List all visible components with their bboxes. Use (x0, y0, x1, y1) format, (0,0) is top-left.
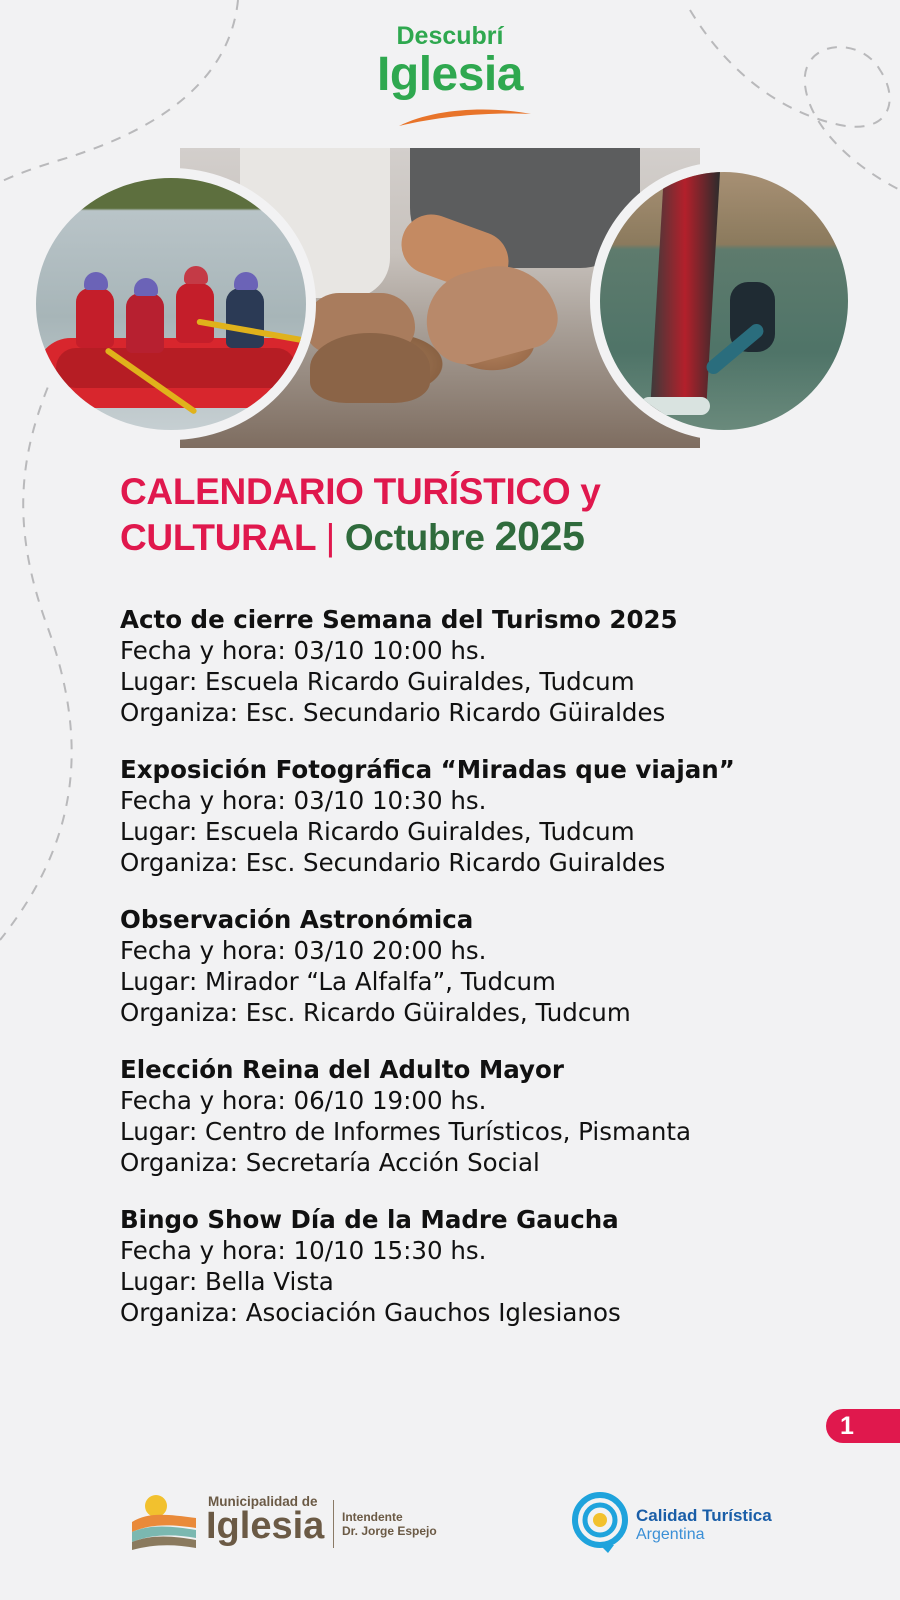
event-item (120, 604, 840, 728)
title-cultural: CULTURAL (120, 517, 316, 558)
event-datetime: Fecha y hora: 03/10 10:30 hs. (120, 786, 487, 815)
event-datetime: Fecha y hora: 03/10 10:00 hs. (120, 636, 487, 665)
event-datetime: Fecha y hora: 10/10 15:30 hs. (120, 1236, 487, 1265)
photo-collage (0, 140, 900, 460)
event-title: Elección Reina del Adulto Mayor (120, 1055, 564, 1084)
event-organizer: Organiza: Asociación Gauchos Iglesianos (120, 1298, 621, 1327)
calidad-subtitle: Argentina (636, 1526, 705, 1543)
sun-hills-logo-icon (130, 1492, 198, 1552)
event-location: Lugar: Mirador “La Alfalfa”, Tudcum (120, 967, 556, 996)
windsurf-photo (590, 162, 858, 440)
brand-tagline: Descubrí (396, 22, 504, 50)
event-organizer: Organiza: Esc. Secundario Ricardo Guiraldes (120, 848, 666, 877)
event-title: Acto de cierre Semana del Turismo 2025 (120, 605, 678, 634)
page-title (120, 470, 820, 560)
municipalidad-name: Iglesia (206, 1505, 325, 1547)
event-location: Lugar: Centro de Informes Turísticos, Pismanta (120, 1117, 692, 1146)
title-line-1: CALENDARIO TURÍSTICO y (120, 471, 601, 512)
orange-swoosh-icon (395, 104, 535, 130)
event-item (120, 1054, 840, 1178)
event-title: Bingo Show Día de la Madre Gaucha (120, 1205, 619, 1234)
title-line-2 (120, 514, 820, 560)
footer-divider (333, 1500, 334, 1548)
page-number-badge: 1 (826, 1409, 900, 1443)
brand-name: Iglesia (377, 48, 523, 101)
event-organizer: Organiza: Esc. Secundario Ricardo Güiraldes (120, 698, 666, 727)
event-list (120, 604, 840, 1354)
rafting-photo (26, 168, 316, 440)
intendente-label: Intendente (342, 1510, 403, 1524)
title-month: Octubre (344, 517, 485, 558)
brand-logo (0, 22, 900, 100)
event-datetime: Fecha y hora: 06/10 19:00 hs. (120, 1086, 487, 1115)
intendente-block (342, 1510, 437, 1538)
event-item (120, 754, 840, 878)
event-organizer: Organiza: Esc. Ricardo Güiraldes, Tudcum (120, 998, 631, 1027)
event-location: Lugar: Bella Vista (120, 1267, 334, 1296)
event-title: Exposición Fotográfica “Miradas que viajan” (120, 755, 735, 784)
concentric-rings-logo-icon (570, 1490, 630, 1554)
event-organizer: Organiza: Secretaría Acción Social (120, 1148, 540, 1177)
municipalidad-logo (130, 1490, 450, 1560)
title-separator: | (325, 517, 335, 558)
event-datetime: Fecha y hora: 03/10 20:00 hs. (120, 936, 487, 965)
calidad-title: Calidad Turística (636, 1506, 772, 1525)
event-item (120, 1204, 840, 1328)
intendente-name: Dr. Jorge Espejo (342, 1524, 437, 1538)
event-location: Lugar: Escuela Ricardo Guiraldes, Tudcum (120, 817, 635, 846)
calidad-turistica-logo (570, 1488, 810, 1558)
event-item (120, 904, 840, 1028)
title-year: 2025 (494, 513, 585, 559)
event-title: Observación Astronómica (120, 905, 474, 934)
municipalidad-label: Municipalidad de (208, 1494, 318, 1509)
event-location: Lugar: Escuela Ricardo Guiraldes, Tudcum (120, 667, 635, 696)
